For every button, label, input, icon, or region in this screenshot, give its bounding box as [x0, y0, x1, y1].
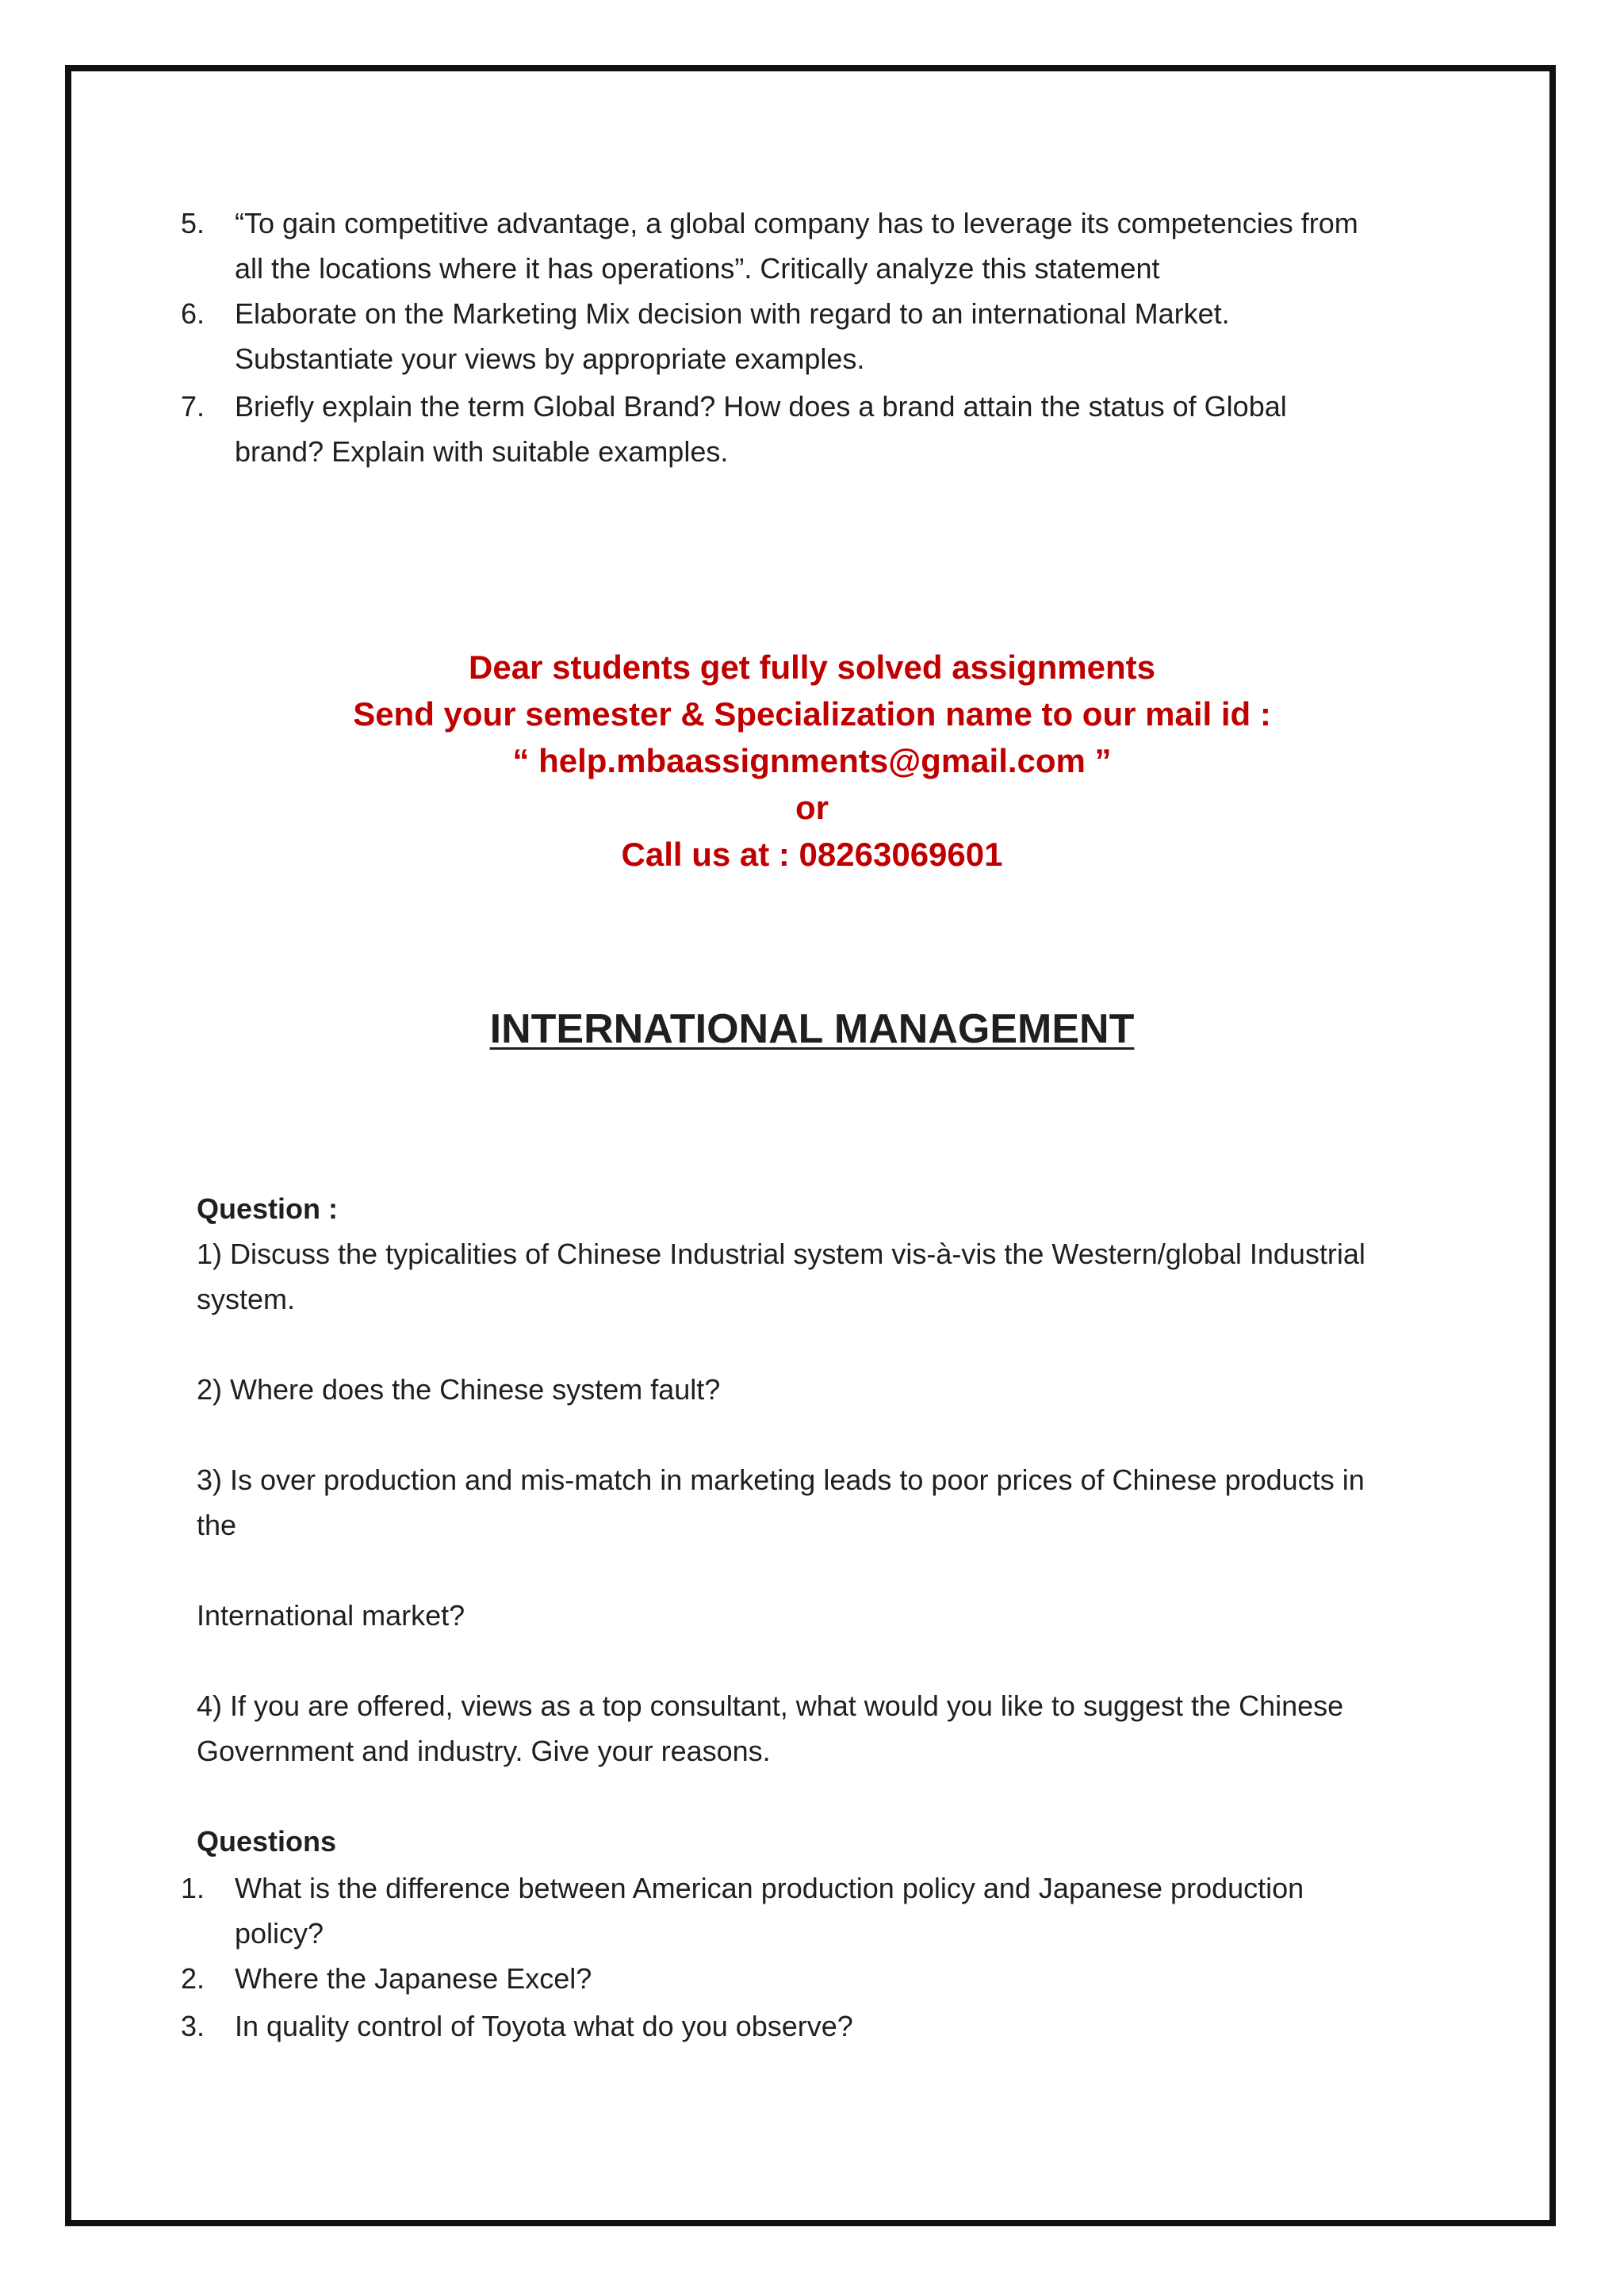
promo-line: Send your semester & Specialization name to our mail id :: [353, 695, 1271, 733]
item-number: 3.: [181, 2010, 205, 2042]
list-item: [181, 291, 1465, 381]
promo-email[interactable]: “ help.mbaassignments@gmail.com ”: [512, 742, 1112, 779]
promo-line: Dear students get fully solved assignments: [469, 649, 1155, 686]
question-text: 3) Is over production and mis-match in marketing leads to poor prices of Chinese products in: [197, 1464, 1365, 1496]
question-text: 4) If you are offered, views as a top consultant, what would you like to suggest the Chinese: [197, 1689, 1344, 1722]
item-number: 7.: [181, 390, 205, 423]
item-text-line: Briefly explain the term Global Brand? How does a brand attain the status of Global: [235, 390, 1287, 423]
question-text: Government and industry. Give your reasons.: [197, 1735, 771, 1767]
promo-phone[interactable]: Call us at : 08263069601: [621, 836, 1003, 873]
top-question-list: [181, 201, 1465, 474]
question-text: International market?: [197, 1599, 465, 1632]
promo-line: or: [795, 789, 829, 826]
list-item: [181, 384, 1465, 474]
item-text-line: What is the difference between American production policy and Japanese production: [235, 1872, 1304, 1904]
item-text-line: In quality control of Toyota what do you observe?: [235, 2010, 853, 2042]
question-text: 2) Where does the Chinese system fault?: [197, 1373, 721, 1406]
questions-heading: Questions: [197, 1825, 337, 1858]
item-number: 1.: [181, 1872, 205, 1904]
question-text: system.: [197, 1283, 296, 1315]
item-text-line: Elaborate on the Marketing Mix decision with regard to an international Market.: [235, 297, 1230, 330]
question-heading: Question :: [197, 1192, 338, 1225]
list-item: [181, 2003, 1465, 2049]
section-title: INTERNATIONAL MANAGEMENT: [489, 1006, 1135, 1052]
list-item: [181, 1866, 1465, 1956]
item-number: 6.: [181, 297, 205, 330]
item-number: 5.: [181, 207, 205, 239]
item-text-line: all the locations where it has operations”. Critically analyze this statement: [235, 252, 1160, 285]
questions-list: [181, 1866, 1465, 2049]
list-item: [181, 201, 1465, 291]
question-text: 1) Discuss the typicalities of Chinese Industrial system vis-à-vis the Western/global Industrial: [197, 1238, 1365, 1270]
promo-block: [0, 644, 1624, 878]
item-number: 2.: [181, 1962, 205, 1995]
question-text: the: [197, 1509, 237, 1541]
item-text-line: policy?: [235, 1917, 324, 1950]
item-text-line: “To gain competitive advantage, a global company has to leverage its competencies from: [235, 207, 1358, 239]
item-text-line: brand? Explain with suitable examples.: [235, 435, 729, 468]
item-text-line: Where the Japanese Excel?: [235, 1962, 592, 1995]
list-item: [181, 1956, 1465, 2001]
item-text-line: Substantiate your views by appropriate examples.: [235, 342, 865, 375]
question-block: [197, 1186, 1450, 1864]
